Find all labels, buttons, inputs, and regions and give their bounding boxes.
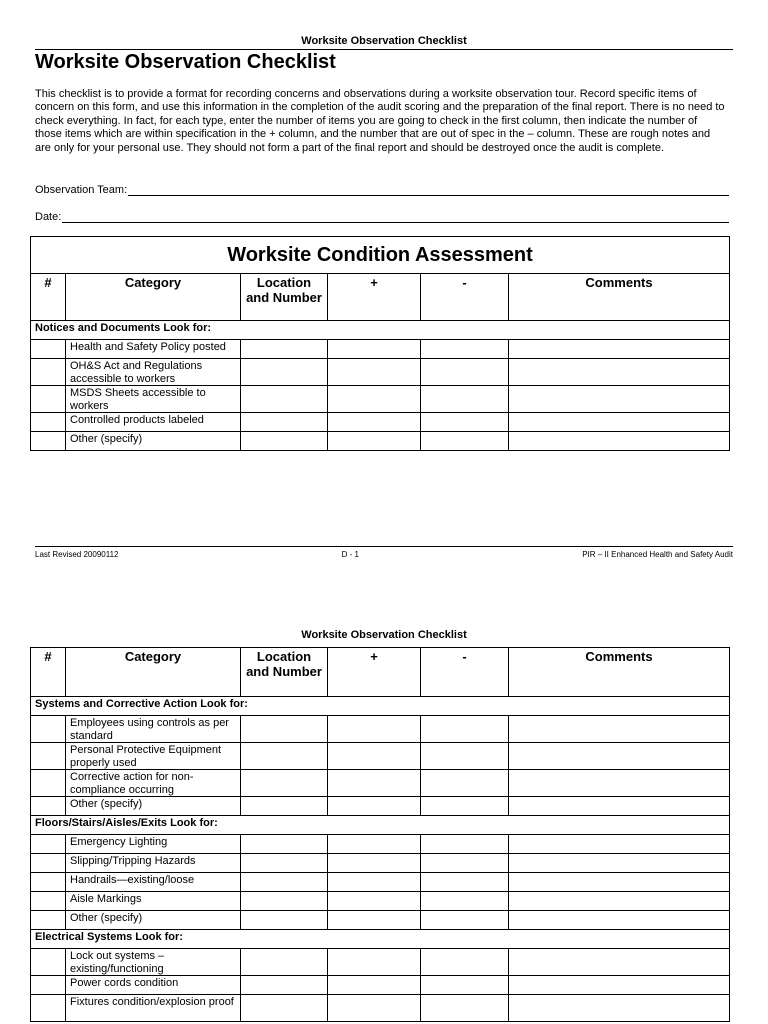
section-row [31, 816, 730, 835]
minus-cell[interactable] [421, 949, 509, 976]
minus-cell[interactable] [421, 770, 509, 797]
location-cell[interactable] [241, 340, 328, 359]
minus-cell[interactable] [421, 976, 509, 995]
date-line[interactable] [62, 212, 729, 223]
minus-cell[interactable] [421, 797, 509, 816]
comments-cell[interactable] [509, 976, 730, 995]
intro-paragraph: This checklist is to provide a format for recording concerns and observations during a worksite observation tour. Record specific items of concern on this form, and use this information in the completion of the audit scoring and the preparation of the final report. There is no need to check everything. In fact, for each type, enter the number of items you are going to check in the first column, then indicate the number of those items which are within specification in the + column, and the number that are out of spec in the – column. These are rough notes and are only for your personal use. They should not form a part of the final report and should be destroyed once the audit is complete. [35, 88, 725, 154]
col-comments: Comments [509, 274, 730, 321]
location-cell[interactable] [241, 716, 328, 743]
category-cell: Personal Protective Equipment properly used [66, 743, 241, 770]
col-category: Category [66, 274, 241, 321]
category-cell: Employees using controls as per standard [66, 716, 241, 743]
col-comments: Comments [509, 648, 730, 697]
num-cell[interactable] [31, 892, 66, 911]
category-cell: Controlled products labeled [66, 413, 241, 432]
location-cell[interactable] [241, 976, 328, 995]
date-label: Date: [35, 211, 62, 223]
category-cell: Corrective action for non-compliance occurring [66, 770, 241, 797]
num-cell[interactable] [31, 873, 66, 892]
minus-cell[interactable] [421, 892, 509, 911]
footer-document-name: PIR – II Enhanced Health and Safety Audit [582, 550, 733, 559]
assessment-table-continued [30, 647, 730, 1022]
table-title: Worksite Condition Assessment [31, 237, 730, 274]
table-row [31, 835, 730, 854]
plus-cell[interactable] [328, 359, 421, 386]
table-row [31, 432, 730, 451]
minus-cell[interactable] [421, 413, 509, 432]
document-title: Worksite Observation Checklist [35, 51, 336, 73]
plus-cell[interactable] [328, 770, 421, 797]
comments-cell[interactable] [509, 873, 730, 892]
table-row [31, 716, 730, 743]
plus-cell[interactable] [328, 340, 421, 359]
observation-team-field[interactable] [35, 182, 729, 196]
col-minus: - [421, 274, 509, 321]
num-cell[interactable] [31, 716, 66, 743]
col-minus: - [421, 648, 509, 697]
plus-cell[interactable] [328, 911, 421, 930]
minus-cell[interactable] [421, 432, 509, 451]
num-cell[interactable] [31, 949, 66, 976]
location-cell[interactable] [241, 835, 328, 854]
category-cell: Fixtures condition/explosion proof [66, 995, 241, 1022]
observation-team-label: Observation Team: [35, 184, 128, 196]
table-row [31, 413, 730, 432]
assessment-table [30, 236, 730, 451]
num-cell[interactable] [31, 340, 66, 359]
category-cell: Health and Safety Policy posted [66, 340, 241, 359]
plus-cell[interactable] [328, 716, 421, 743]
minus-cell[interactable] [421, 359, 509, 386]
category-cell: Slipping/Tripping Hazards [66, 854, 241, 873]
plus-cell[interactable] [328, 873, 421, 892]
minus-cell[interactable] [421, 911, 509, 930]
plus-cell[interactable] [328, 413, 421, 432]
comments-cell[interactable] [509, 770, 730, 797]
running-header: Worksite Observation Checklist [301, 35, 467, 47]
plus-cell[interactable] [328, 995, 421, 1022]
table-row [31, 892, 730, 911]
table-row [31, 770, 730, 797]
category-cell: MSDS Sheets accessible to workers [66, 386, 241, 413]
category-cell: OH&S Act and Regulations accessible to workers [66, 359, 241, 386]
minus-cell[interactable] [421, 743, 509, 770]
num-cell[interactable] [31, 835, 66, 854]
location-cell[interactable] [241, 359, 328, 386]
location-cell[interactable] [241, 949, 328, 976]
table-row [31, 340, 730, 359]
col-location: Location and Number [241, 274, 328, 321]
section-row [31, 321, 730, 340]
location-cell[interactable] [241, 432, 328, 451]
col-plus: + [328, 274, 421, 321]
header-rule [35, 49, 733, 50]
col-num: # [31, 648, 66, 697]
section-title: Systems and Corrective Action Look for: [31, 697, 730, 716]
plus-cell[interactable] [328, 976, 421, 995]
num-cell[interactable] [31, 386, 66, 413]
table-row [31, 976, 730, 995]
num-cell[interactable] [31, 413, 66, 432]
plus-cell[interactable] [328, 797, 421, 816]
comments-cell[interactable] [509, 949, 730, 976]
date-field[interactable] [35, 209, 729, 223]
comments-cell[interactable] [509, 743, 730, 770]
location-cell[interactable] [241, 892, 328, 911]
table-row [31, 873, 730, 892]
minus-cell[interactable] [421, 716, 509, 743]
table-title-row [31, 237, 730, 274]
header-row [31, 274, 730, 321]
plus-cell[interactable] [328, 743, 421, 770]
section-title: Electrical Systems Look for: [31, 930, 730, 949]
section-title: Notices and Documents Look for: [31, 321, 730, 340]
page-footer [35, 546, 733, 559]
footer-page-number: D - 1 [341, 550, 360, 559]
table-row [31, 949, 730, 976]
num-cell[interactable] [31, 432, 66, 451]
section-row [31, 697, 730, 716]
num-cell[interactable] [31, 976, 66, 995]
num-cell[interactable] [31, 770, 66, 797]
observation-team-line[interactable] [128, 185, 729, 196]
num-cell[interactable] [31, 854, 66, 873]
location-cell[interactable] [241, 911, 328, 930]
num-cell[interactable] [31, 743, 66, 770]
table-row [31, 386, 730, 413]
num-cell[interactable] [31, 797, 66, 816]
comments-cell[interactable] [509, 340, 730, 359]
plus-cell[interactable] [328, 386, 421, 413]
comments-cell[interactable] [509, 716, 730, 743]
location-cell[interactable] [241, 854, 328, 873]
category-cell: Power cords condition [66, 976, 241, 995]
col-location: Location and Number [241, 648, 328, 697]
location-cell[interactable] [241, 743, 328, 770]
category-cell: Handrails—existing/loose [66, 873, 241, 892]
category-cell: Lock out systems – existing/functioning [66, 949, 241, 976]
col-plus: + [328, 648, 421, 697]
comments-cell[interactable] [509, 386, 730, 413]
plus-cell[interactable] [328, 432, 421, 451]
table-row [31, 854, 730, 873]
location-cell[interactable] [241, 413, 328, 432]
comments-cell[interactable] [509, 995, 730, 1022]
comments-cell[interactable] [509, 797, 730, 816]
category-cell: Other (specify) [66, 911, 241, 930]
comments-cell[interactable] [509, 911, 730, 930]
category-cell: Other (specify) [66, 797, 241, 816]
comments-cell[interactable] [509, 854, 730, 873]
col-category: Category [66, 648, 241, 697]
comments-cell[interactable] [509, 359, 730, 386]
num-cell[interactable] [31, 911, 66, 930]
comments-cell[interactable] [509, 413, 730, 432]
num-cell[interactable] [31, 359, 66, 386]
plus-cell[interactable] [328, 949, 421, 976]
minus-cell[interactable] [421, 340, 509, 359]
location-cell[interactable] [241, 995, 328, 1022]
location-cell[interactable] [241, 873, 328, 892]
plus-cell[interactable] [328, 835, 421, 854]
table-row [31, 743, 730, 770]
section-row [31, 930, 730, 949]
minus-cell[interactable] [421, 835, 509, 854]
location-cell[interactable] [241, 797, 328, 816]
plus-cell[interactable] [328, 854, 421, 873]
minus-cell[interactable] [421, 873, 509, 892]
comments-cell[interactable] [509, 892, 730, 911]
running-header: Worksite Observation Checklist [301, 629, 467, 641]
minus-cell[interactable] [421, 995, 509, 1022]
category-cell: Emergency Lighting [66, 835, 241, 854]
category-cell: Aisle Markings [66, 892, 241, 911]
table-row [31, 797, 730, 816]
page-2 [0, 568, 768, 1024]
section-title: Floors/Stairs/Aisles/Exits Look for: [31, 816, 730, 835]
minus-cell[interactable] [421, 386, 509, 413]
plus-cell[interactable] [328, 892, 421, 911]
comments-cell[interactable] [509, 835, 730, 854]
category-cell: Other (specify) [66, 432, 241, 451]
table-row [31, 995, 730, 1022]
minus-cell[interactable] [421, 854, 509, 873]
footer-revised: Last Revised 20090112 [35, 550, 119, 559]
location-cell[interactable] [241, 386, 328, 413]
table-row [31, 911, 730, 930]
location-cell[interactable] [241, 770, 328, 797]
comments-cell[interactable] [509, 432, 730, 451]
header-row [31, 648, 730, 697]
col-num: # [31, 274, 66, 321]
table-row [31, 359, 730, 386]
num-cell[interactable] [31, 995, 66, 1022]
